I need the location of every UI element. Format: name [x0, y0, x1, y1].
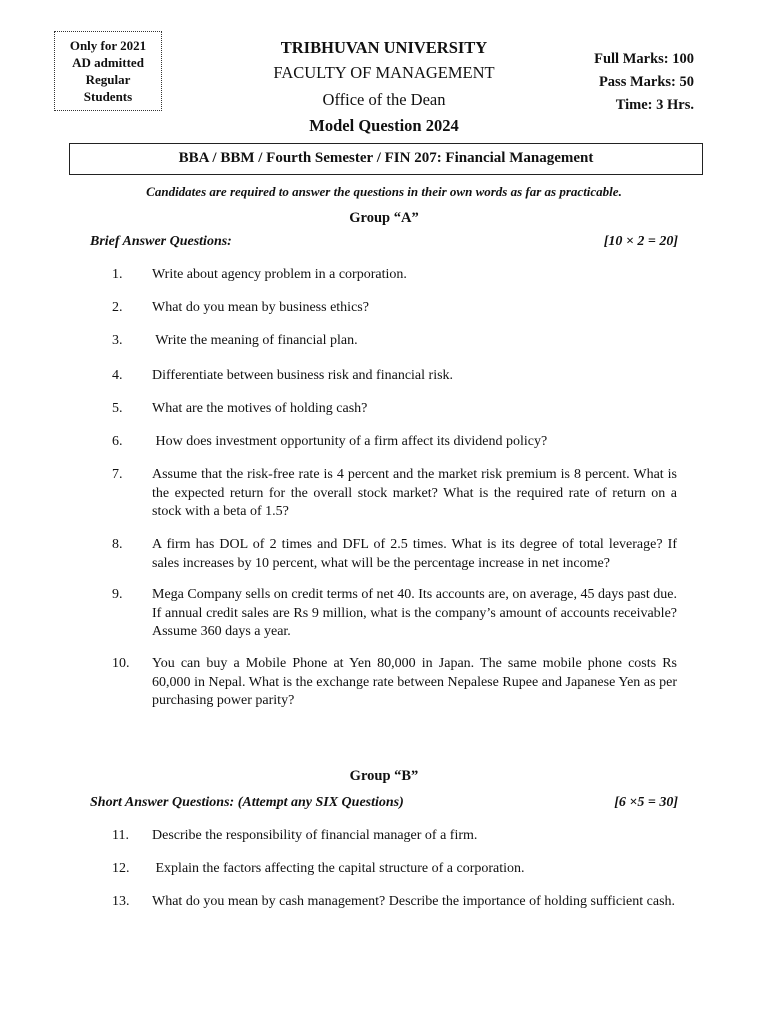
group-a-section-title: Brief Answer Questions:: [90, 234, 232, 249]
instructions: Candidates are required to answer the questions in their own words as far as practicable.: [146, 184, 622, 199]
exam-title: Model Question 2024: [309, 116, 459, 135]
question-number: 6.: [112, 434, 123, 449]
exam-time: Time: 3 Hrs.: [615, 97, 694, 113]
question-text: Explain the factors affecting the capital structure of a corporation.: [152, 861, 525, 876]
eligibility-note: [54, 31, 162, 111]
question-number: 12.: [112, 861, 130, 876]
eligibility-line: AD admitted: [72, 55, 144, 70]
question-text: How does investment opportunity of a firm affect its dividend policy?: [152, 434, 548, 449]
pass-marks: Pass Marks: 50: [598, 74, 694, 90]
course-title: BBA / BBM / Fourth Semester / FIN 207: Financial Management: [69, 143, 703, 175]
question-text: What do you mean by cash management? Describe the importance of holding sufficient cash.: [152, 894, 676, 909]
question-number: 1.: [112, 267, 123, 282]
group-a-title: Group “A”: [349, 210, 419, 226]
faculty-name: FACULTY OF MANAGEMENT: [273, 63, 495, 82]
question-text: What do you mean by business ethics?: [152, 300, 369, 315]
question-number: 7.: [112, 467, 123, 482]
eligibility-line: Only for 2021: [69, 38, 147, 53]
question-number: 8.: [112, 537, 123, 552]
eligibility-line: Students: [83, 89, 133, 104]
question-text: You can buy a Mobile Phone at Yen 80,000 in Japan. The same mobile phone costs Rs 60,000 in Nepal. What is the exchange rate between Nepalese Rupee and Japanese Yen as per purchasing power parity?: [152, 656, 677, 708]
question-number: 5.: [112, 401, 123, 416]
question-number: 10.: [112, 656, 130, 671]
university-name: TRIBHUVAN UNIVERSITY: [280, 38, 488, 57]
question-number: 9.: [112, 587, 123, 602]
question-text: Write about agency problem in a corporation.: [152, 267, 407, 282]
eligibility-line: Regular: [85, 72, 131, 87]
question-text: Assume that the risk-free rate is 4 percent and the market risk premium is 8 percent. What is the expected return for the overall stock market? What is the required rate of return on a stock with a beta of 1.5?: [152, 467, 677, 519]
question-text: Mega Company sells on credit terms of net 40. Its accounts are, on average, 45 days past due. If annual credit sales are Rs 9 million, what is the company’s amount of accounts receivable? Assume 360 days a year.: [152, 587, 677, 639]
question-number: 2.: [112, 300, 123, 315]
question-text: What are the motives of holding cash?: [152, 401, 368, 416]
question-text: Describe the responsibility of financial manager of a firm.: [152, 828, 478, 843]
question-text: Differentiate between business risk and financial risk.: [152, 368, 454, 383]
question-number: 13.: [112, 894, 130, 909]
full-marks: Full Marks: 100: [594, 51, 694, 67]
question-number: 4.: [112, 368, 123, 383]
group-b-section-title: Short Answer Questions: (Attempt any SIX Questions): [90, 795, 404, 810]
office-name: Office of the Dean: [322, 90, 446, 109]
question-text: A firm has DOL of 2 times and DFL of 2.5 times. What is its degree of total leverage? If sales increases by 10 percent, what will be the percentage increase in net income?: [152, 537, 677, 571]
group-b-title: Group “B”: [349, 768, 419, 784]
question-number: 3.: [112, 333, 123, 348]
question-number: 11.: [112, 828, 129, 843]
group-a-marks: [10 × 2 = 20]: [603, 234, 678, 249]
question-text: Write the meaning of financial plan.: [152, 333, 358, 348]
group-b-marks: [6 ×5 = 30]: [614, 795, 678, 810]
